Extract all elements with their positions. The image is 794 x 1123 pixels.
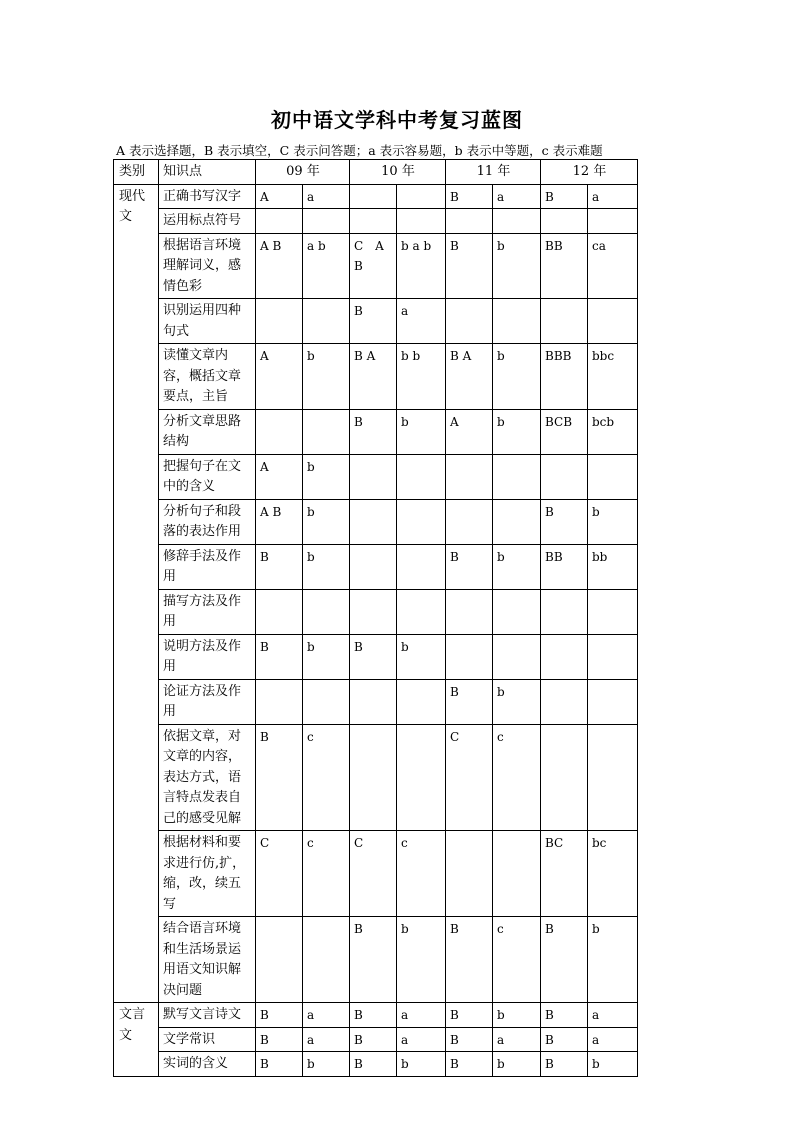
difficulty-cell: a xyxy=(493,184,541,209)
question-type-cell xyxy=(446,634,493,679)
question-type-cell: B xyxy=(541,1052,588,1077)
question-type-cell: B xyxy=(446,1052,493,1077)
difficulty-cell: bbc xyxy=(588,344,638,410)
difficulty-cell: a xyxy=(397,299,446,344)
question-type-cell: B xyxy=(446,233,493,299)
question-type-cell: B xyxy=(446,917,493,1003)
difficulty-cell: b xyxy=(588,1052,638,1077)
question-type-cell xyxy=(256,679,303,724)
question-type-cell xyxy=(446,299,493,344)
difficulty-cell xyxy=(397,589,446,634)
difficulty-cell: a xyxy=(397,1003,446,1028)
question-type-cell: B xyxy=(256,1003,303,1028)
question-type-cell: B xyxy=(446,1003,493,1028)
knowledge-cell: 默写文言诗文 xyxy=(159,1003,256,1028)
difficulty-cell xyxy=(588,299,638,344)
question-type-cell: B xyxy=(350,299,397,344)
question-type-cell xyxy=(541,209,588,234)
difficulty-cell: b xyxy=(303,544,350,589)
question-type-cell: B xyxy=(350,634,397,679)
difficulty-cell: a xyxy=(397,1027,446,1052)
question-type-cell: B xyxy=(350,1003,397,1028)
difficulty-cell: b b xyxy=(397,344,446,410)
difficulty-cell xyxy=(493,299,541,344)
question-type-cell: C A B xyxy=(350,233,397,299)
table-row xyxy=(114,634,638,679)
difficulty-cell xyxy=(303,409,350,454)
question-type-cell: B xyxy=(541,499,588,544)
difficulty-cell: a b xyxy=(303,233,350,299)
question-type-cell: B xyxy=(256,634,303,679)
knowledge-cell: 描写方法及作用 xyxy=(159,589,256,634)
question-type-cell xyxy=(350,454,397,499)
header-year-09: 09 年 xyxy=(256,160,350,185)
difficulty-cell: b xyxy=(493,679,541,724)
difficulty-cell: b xyxy=(397,634,446,679)
table-row xyxy=(114,544,638,589)
question-type-cell xyxy=(256,299,303,344)
question-type-cell: B xyxy=(446,184,493,209)
question-type-cell: B xyxy=(256,544,303,589)
header-year-12: 12 年 xyxy=(541,160,638,185)
difficulty-cell xyxy=(588,209,638,234)
difficulty-cell: ca xyxy=(588,233,638,299)
question-type-cell: C xyxy=(256,831,303,917)
question-type-cell xyxy=(350,544,397,589)
knowledge-cell: 实词的含义 xyxy=(159,1052,256,1077)
difficulty-cell xyxy=(493,589,541,634)
question-type-cell xyxy=(256,589,303,634)
header-year-11: 11 年 xyxy=(446,160,541,185)
difficulty-cell xyxy=(303,299,350,344)
question-type-cell xyxy=(350,679,397,724)
question-type-cell xyxy=(256,917,303,1003)
question-type-cell xyxy=(256,409,303,454)
knowledge-cell: 读懂文章内容，概括文章要点，主旨 xyxy=(159,344,256,410)
question-type-cell: B xyxy=(541,1003,588,1028)
difficulty-cell: b xyxy=(303,499,350,544)
question-type-cell xyxy=(446,589,493,634)
knowledge-cell: 依据文章，对文章的内容，表达方式，语言特点发表自己的感受见解 xyxy=(159,724,256,831)
question-type-cell xyxy=(541,679,588,724)
difficulty-cell: a xyxy=(588,1027,638,1052)
knowledge-cell: 根据语言环境理解词义，感情色彩 xyxy=(159,233,256,299)
header-year-10: 10 年 xyxy=(350,160,446,185)
question-type-cell: C xyxy=(446,724,493,831)
table-row xyxy=(114,299,638,344)
difficulty-cell xyxy=(588,679,638,724)
question-type-cell: B xyxy=(350,917,397,1003)
question-type-cell xyxy=(541,299,588,344)
difficulty-cell xyxy=(397,724,446,831)
knowledge-cell: 结合语言环境和生活场景运用语文知识解决问题 xyxy=(159,917,256,1003)
question-type-cell: B xyxy=(541,184,588,209)
difficulty-cell xyxy=(493,831,541,917)
knowledge-cell: 正确书写汉字 xyxy=(159,184,256,209)
difficulty-cell: b xyxy=(397,1052,446,1077)
difficulty-cell: c xyxy=(397,831,446,917)
table-row xyxy=(114,831,638,917)
difficulty-cell xyxy=(397,184,446,209)
difficulty-cell: bcb xyxy=(588,409,638,454)
knowledge-cell: 分析文章思路结构 xyxy=(159,409,256,454)
question-type-cell: B xyxy=(350,1052,397,1077)
knowledge-cell: 分析句子和段落的表达作用 xyxy=(159,499,256,544)
question-type-cell xyxy=(256,209,303,234)
category-cell: 现代文 xyxy=(114,184,159,1003)
knowledge-cell: 说明方法及作用 xyxy=(159,634,256,679)
difficulty-cell: a xyxy=(493,1027,541,1052)
table-row xyxy=(114,409,638,454)
difficulty-cell xyxy=(493,634,541,679)
difficulty-cell: bb xyxy=(588,544,638,589)
difficulty-cell: a xyxy=(303,184,350,209)
question-type-cell: B xyxy=(350,409,397,454)
difficulty-cell: b xyxy=(588,499,638,544)
knowledge-cell: 把握句子在文中的含义 xyxy=(159,454,256,499)
question-type-cell xyxy=(541,589,588,634)
question-type-cell xyxy=(541,454,588,499)
table-row xyxy=(114,344,638,410)
difficulty-cell xyxy=(397,454,446,499)
table-row xyxy=(114,454,638,499)
difficulty-cell: c xyxy=(493,724,541,831)
difficulty-cell: a xyxy=(303,1003,350,1028)
question-type-cell: B xyxy=(350,1027,397,1052)
question-type-cell xyxy=(350,499,397,544)
question-type-cell: B xyxy=(256,724,303,831)
difficulty-cell: b xyxy=(303,1052,350,1077)
question-type-cell xyxy=(541,634,588,679)
table-row xyxy=(114,1027,638,1052)
question-type-cell: B xyxy=(446,544,493,589)
table-row xyxy=(114,184,638,209)
question-type-cell xyxy=(350,724,397,831)
difficulty-cell xyxy=(493,454,541,499)
question-type-cell: BB xyxy=(541,233,588,299)
question-type-cell xyxy=(350,209,397,234)
difficulty-cell: a xyxy=(588,184,638,209)
question-type-cell: BBB xyxy=(541,344,588,410)
difficulty-cell xyxy=(588,454,638,499)
table-row xyxy=(114,233,638,299)
knowledge-cell: 文学常识 xyxy=(159,1027,256,1052)
question-type-cell xyxy=(446,499,493,544)
question-type-cell: A xyxy=(446,409,493,454)
difficulty-cell: a xyxy=(588,1003,638,1028)
difficulty-cell xyxy=(493,499,541,544)
difficulty-cell: b xyxy=(493,233,541,299)
difficulty-cell: b a b xyxy=(397,233,446,299)
table-row xyxy=(114,1003,638,1028)
question-type-cell: B xyxy=(541,917,588,1003)
difficulty-cell: b xyxy=(303,344,350,410)
question-type-cell: B A xyxy=(350,344,397,410)
question-type-cell: B xyxy=(446,1027,493,1052)
table-row xyxy=(114,1052,638,1077)
difficulty-cell: a xyxy=(303,1027,350,1052)
question-type-cell xyxy=(350,184,397,209)
difficulty-cell xyxy=(588,589,638,634)
difficulty-cell xyxy=(303,589,350,634)
question-type-cell xyxy=(350,589,397,634)
page-title: 初中语文学科中考复习蓝图 xyxy=(271,108,523,132)
table-row xyxy=(114,209,638,234)
question-type-cell: A xyxy=(256,454,303,499)
difficulty-cell: b xyxy=(303,634,350,679)
question-type-cell: A xyxy=(256,184,303,209)
difficulty-cell xyxy=(397,499,446,544)
difficulty-cell xyxy=(303,209,350,234)
header-category: 类别 xyxy=(114,160,159,185)
table-row xyxy=(114,724,638,831)
question-type-cell xyxy=(446,454,493,499)
difficulty-cell xyxy=(397,209,446,234)
question-type-cell: BC xyxy=(541,831,588,917)
question-type-cell xyxy=(446,831,493,917)
knowledge-cell: 论证方法及作用 xyxy=(159,679,256,724)
difficulty-cell: bc xyxy=(588,831,638,917)
legend-note: A 表示选择题，B 表示填空，C 表示问答题；a 表示容易题，b 表示中等题，c 表示难题 xyxy=(116,143,603,158)
difficulty-cell xyxy=(303,917,350,1003)
question-type-cell: A B xyxy=(256,233,303,299)
difficulty-cell: c xyxy=(303,724,350,831)
question-type-cell: B xyxy=(256,1027,303,1052)
question-type-cell: B xyxy=(446,679,493,724)
difficulty-cell: c xyxy=(493,917,541,1003)
difficulty-cell: c xyxy=(303,831,350,917)
difficulty-cell: b xyxy=(493,544,541,589)
knowledge-cell: 运用标点符号 xyxy=(159,209,256,234)
difficulty-cell xyxy=(493,209,541,234)
difficulty-cell: b xyxy=(303,454,350,499)
category-cell: 文言文 xyxy=(114,1003,159,1077)
question-type-cell: B A xyxy=(446,344,493,410)
difficulty-cell: b xyxy=(493,1003,541,1028)
difficulty-cell xyxy=(397,679,446,724)
difficulty-cell xyxy=(588,724,638,831)
difficulty-cell: b xyxy=(493,344,541,410)
difficulty-cell: b xyxy=(493,1052,541,1077)
table-row xyxy=(114,499,638,544)
difficulty-cell xyxy=(588,634,638,679)
review-blueprint-table xyxy=(113,159,638,1077)
table-row xyxy=(114,679,638,724)
question-type-cell: B xyxy=(541,1027,588,1052)
difficulty-cell: b xyxy=(588,917,638,1003)
difficulty-cell: b xyxy=(397,409,446,454)
difficulty-cell: b xyxy=(493,409,541,454)
difficulty-cell: b xyxy=(397,917,446,1003)
question-type-cell: BCB xyxy=(541,409,588,454)
knowledge-cell: 修辞手法及作用 xyxy=(159,544,256,589)
knowledge-cell: 识别运用四种句式 xyxy=(159,299,256,344)
question-type-cell: B xyxy=(256,1052,303,1077)
question-type-cell: BB xyxy=(541,544,588,589)
knowledge-cell: 根据材料和要求进行仿,扩，缩，改，续五写 xyxy=(159,831,256,917)
table-row xyxy=(114,917,638,1003)
header-knowledge: 知识点 xyxy=(159,160,256,185)
table-header-row xyxy=(114,160,638,185)
difficulty-cell xyxy=(303,679,350,724)
table-row xyxy=(114,589,638,634)
question-type-cell: A B xyxy=(256,499,303,544)
question-type-cell: C xyxy=(350,831,397,917)
question-type-cell: A xyxy=(256,344,303,410)
question-type-cell xyxy=(541,724,588,831)
question-type-cell xyxy=(446,209,493,234)
difficulty-cell xyxy=(397,544,446,589)
